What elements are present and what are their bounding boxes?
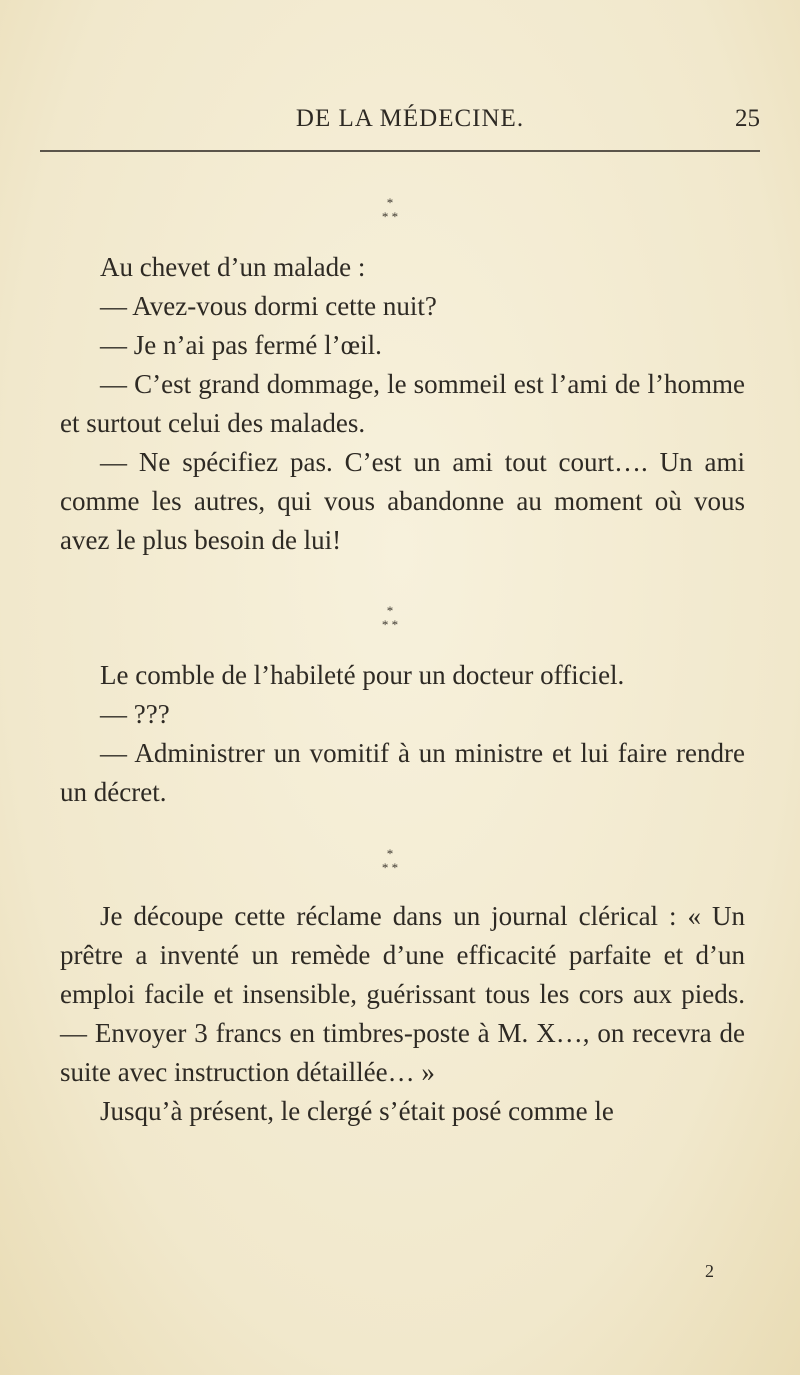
paragraph: Au chevet d’un malade : [100,252,366,282]
paragraph: — Ne spécifiez pas. C’est un ami tout court…. Un ami comme les autres, qui vous abandonne au moment où vous avez le plus besoin de lui! [60,447,745,555]
paragraph: — Je n’ai pas fermé l’œil. [100,330,382,360]
page-number: 25 [735,105,760,132]
separator-stars-bottom: * * [381,617,399,632]
page-header [60,105,760,145]
paragraph: — Administrer un vomitif à un ministre et lui faire rendre un décret. [60,738,745,807]
separator-star-top: * [386,846,394,861]
section-separator [340,604,440,632]
section-3 [60,897,745,1131]
section-2 [60,656,745,812]
paragraph: — Avez-vous dormi cette nuit? [100,291,437,321]
separator-stars-bottom: * * [381,209,399,224]
paragraph: — ??? [100,699,170,729]
paragraph: Le comble de l’habileté pour un docteur officiel. [100,660,625,690]
header-rule [40,150,760,152]
paragraph: Je découpe cette réclame dans un journal clérical : « Un prêtre a inventé un remède d’une efficacité parfaite et d’un emploi facile et insensible, guérissant tous les cors aux pieds. — Envoyer 3 francs en timbres-poste à M. X…, on recevra de suite avec instruction détaillée… » [60,901,745,1087]
section-1 [60,248,745,560]
separator-star-top: * [386,603,394,618]
separator-stars-bottom: * * [381,860,399,875]
running-title: DE LA MÉDECINE. [295,105,525,132]
section-separator [340,196,440,224]
signature-mark: 2 [705,1261,714,1281]
separator-star-top: * [386,195,394,210]
paragraph: — C’est grand dommage, le sommeil est l’ami de l’homme et surtout celui des malades. [60,369,745,438]
paragraph: Jusqu’à présent, le clergé s’était posé comme le [100,1096,614,1126]
section-separator [340,847,440,875]
